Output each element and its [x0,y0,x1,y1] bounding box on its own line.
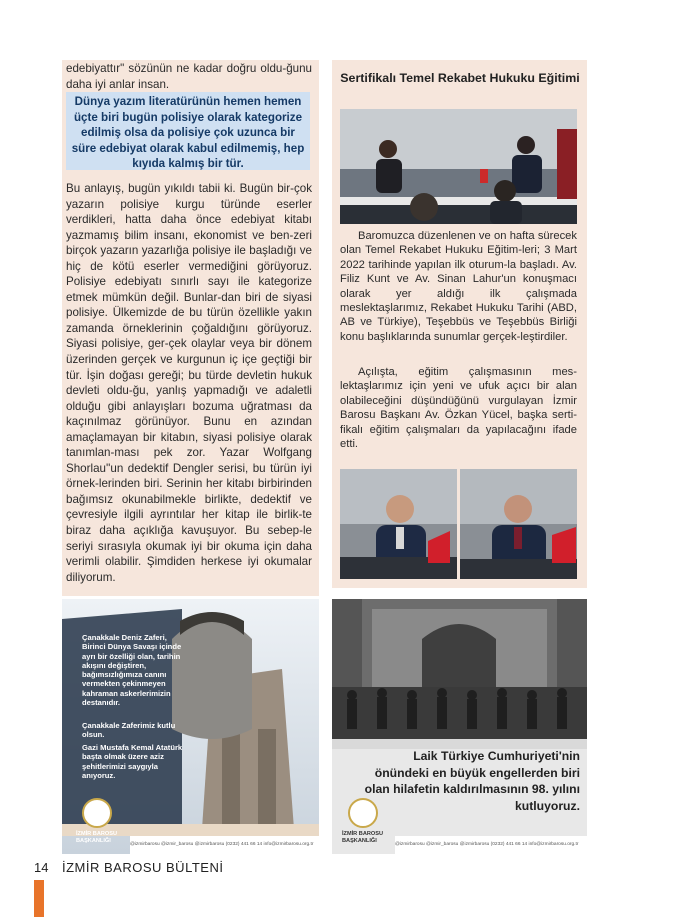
hilafet-headline: Laik Türkiye Cumhuriyeti'nin önündeki en büyük engellerden biri olan hilafetin kaldırılmasının 98. yılını kutluyoruz. [364,749,580,813]
poster-contact-strip-left: @izmirbarosu @izmir_barosu @izmirbarosu (0232) 441 66 14 info@izmirbarosu.org.tr [130,836,319,854]
poster-text-3: Gazi Mustafa Kemal Atatürk başta olmak üzere aziz şehitlerimizi saygıyla anıyoruz. [82,743,183,780]
speaker-photo-right [460,469,577,579]
poster-logo-text-right: İZMİR BAROSU BAŞKANLIĞI [342,831,384,844]
poster-logo-text-left: İZMİR BAROSU BAŞKANLIĞI [76,831,118,844]
poster-contact-strip-right: @izmirbarosu @izmir_barosu @izmirbarosu (0232) 441 66 14 info@izmirbarosu.org.tr [395,836,587,854]
left-intro-text: edebiyattır" sözünün ne kadar doğru oldu-ğunu daha iyi anlar insan. [66,62,312,91]
accent-bar [34,880,44,917]
page-number: 14 [34,860,49,875]
baro-logo-icon [82,798,112,828]
speaker-photo-left [340,469,457,579]
article-paragraph-2: Açılışta, eğitim çalışmasının mes-lektaşlarımız için yeni ve ufuk açıcı bir alan olabileceğini düşündüğünü vurgulayan İzmir Barosu Başkanı Av. Özkan Yücel, başka serti-fikalı eğitim çalışmaları da yapılacağını ifade etti. [340,366,577,451]
publication-title: İZMİR BAROSU BÜLTENİ [62,860,224,875]
pull-quote: Dünya yazım literatürünün hemen hemen üçte biri bugün polisiye olarak kategorize edilmiş olsa da polisiye çok uzunca bir süre edebiyat olarak kabul edilmemiş, hep kıyıda kalmış bir tür. [66,92,310,170]
poster-text-2: Çanakkale Zaferimiz kutlu olsun. [82,721,176,740]
article-paragraph-1: Baromuzca düzenlenen ve on hafta sürecek olan Temel Rekabet Hukuku Eğitim-leri; 3 Mart 2022 tarihinde yapılan ilk oturum-la başladı. Av. Filiz Kunt ve Av. Sinan Lahur'un konuşmacı olarak yer aldığı ilk çalışmada meslektaşlarımız, Rekabet Hukuku Tarihi (ABD, AB ve Türkiye), Teşebbüs ve Teşebbüs Birliği konu başlıklarında sunumlar gerçek-leştirdiler. [340,230,577,343]
poster-text-1: Çanakkale Deniz Zaferi, Birinci Dünya Savaşı içinde ayrı bir özelliği olan, tarihin akışını değiştiren, bağımsızlığımıza canını vermekten çekinmeyen kahraman askerlerimizin destanıdır. [82,633,182,708]
seminar-panel-photo [340,109,577,224]
baro-logo-icon-right [348,798,378,828]
article-title: Sertifikalı Temel Rekabet Hukuku Eğitimi [340,71,580,85]
left-body-text: Bu anlayış, bugün yıkıldı tabii ki. Bugün bir-çok yazarın polisiye kurgu türünde eserler verdikleri, hatta daha önce edebiyat kitabı yazmamış bilim insanı, ekonomist ve ben-zeri birçok yazarın yazarlığa polisiye ile başladığı ve hiç de kötü eserler vermediğini görüyoruz. Polisiye edebiyatı sınırlı sayı ile kategorize etmek mümkün değil. Bunlar-dan biri de siyasi polisiye. Ülkemizde de bu türün özellikle yakın zamanda örneklerinin çoğaldığını görüyoruz. Siyasi polisiye, ger-çek olaylar veya bir dönem üzerinden gerçek ve kurgunun iç içe geçtiği bir tür. İşin doğası gereği; bu türde devletin hukuk devleti oldu-ğu, yanlış yapmadığı ve adaletli olduğu gibi anlayışları bozuma uğratması da kaçınılmaz görünüyor. Bunu en azından amaçlamayan bir kitabın, siyasi polisiye olarak tanımlan-ması pek zor. Yazar Wolfgang Shorlau''un dedektif Dengler serisi, bu türün iyi örnek-lerinden biri. Serinin her kitabı birbirinden bağımsız okunabilmekle birlikte, dedektif ve çevresiyle ilgili ayrıntılar her kitap ile birlik-te biraz daha açıklığa kavuşuyor. Bu sebep-le seriyi sırasıyla okumak iyi bir okuma için daha verimli olabilir. Şimdiden herkese iyi okumalar diliyorum. [66,182,312,584]
